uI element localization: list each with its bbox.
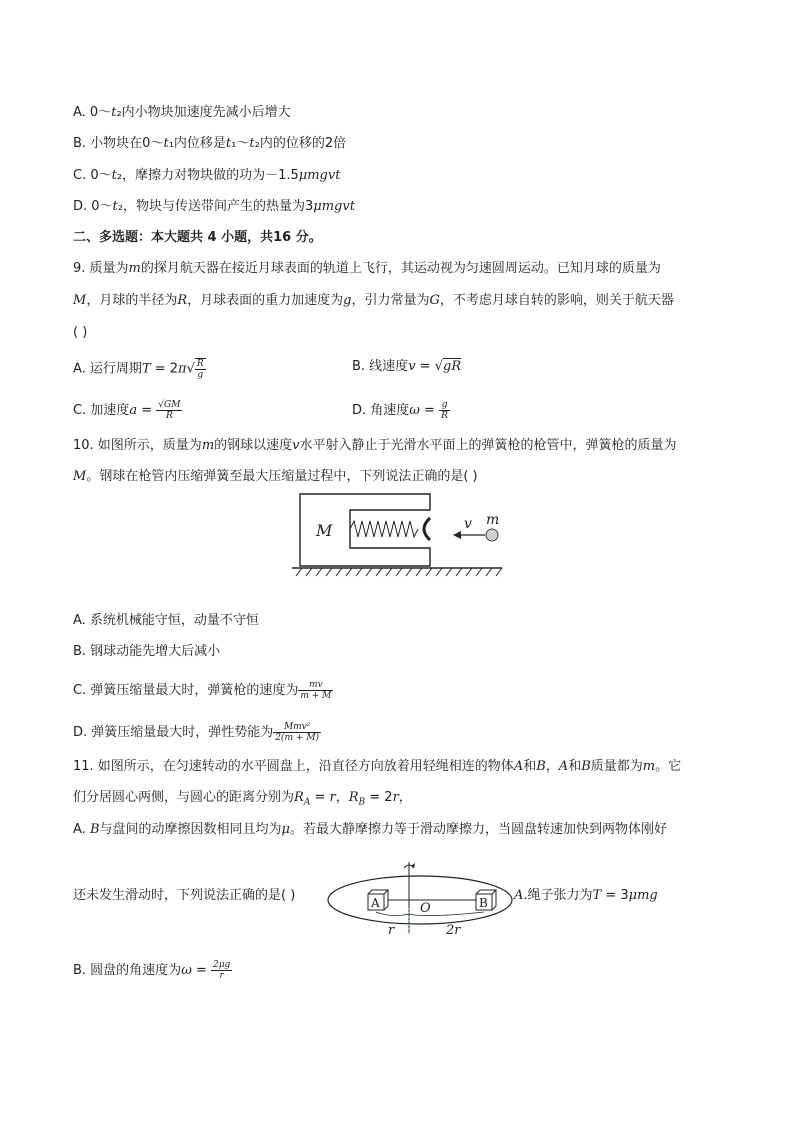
section-header: 二、多选题：本大题共 4 小题，共16 分。 (73, 230, 322, 245)
q8-option-d: D. 0～t₂，物块与传送带间产生的热量为3μmgvt (73, 199, 355, 214)
q11-stem-line3: A. B与盘间的动摩擦因数相同且均为μ。若最大静摩擦力等于滑动摩擦力，当圆盘转速加快到两物体刚好 (73, 822, 667, 837)
label-block-b: B (479, 896, 488, 910)
block-b (476, 890, 496, 910)
q8-option-b: B. 小物块在0～t₁内位移是t₁～t₂内的位移的2倍 (73, 136, 347, 151)
q9-stem-line1: 9. 质量为m的探月航天器在接近月球表面的轨道上飞行，其运动视为匀速圆周运动。已知月球的质量为 (73, 261, 661, 276)
q9-option-b: B. 线速度v = √gR (352, 359, 462, 374)
q10-option-a: A. 系统机械能守恒，动量不守恒 (73, 613, 259, 628)
q11-stem-line1: 11. 如图所示，在匀速转动的水平圆盘上，沿直径方向放着用轻绳相连的物体A和B，A和B质量都为m。它 (73, 759, 682, 774)
q9-stem-line3: ( ) (73, 325, 88, 340)
q11-option-a: A.绳子张力为T = 3μmg (514, 888, 658, 903)
label-M: M (316, 521, 333, 540)
q9-stem-line2: M，月球的半径为R，月球表面的重力加速度为g，引力常量为G，不考虑月球自转的影响，则关于航天器 (73, 293, 674, 308)
label-v: v (464, 516, 472, 532)
q11-stem-line4: 还未发生滑动时，下列说法正确的是( ) (73, 888, 296, 903)
label-r: r (388, 923, 395, 938)
q8-option-c: C. 0～t₂，摩擦力对物块做的功为－1.5μmgvt (73, 168, 341, 183)
q10-stem-line1: 10. 如图所示，质量为m的钢球以速度v水平射入静止于光滑水平面上的弹簧枪的枪管中，弹簧枪的质量为 (73, 438, 677, 453)
q10-option-c: C. 弹簧压缩量最大时，弹簧枪的速度为 $\frac{mv}{m + M}$ (73, 680, 332, 701)
q9-option-c: C. 加速度a = $\frac{√GM}{R}$ (73, 400, 181, 421)
q11-stem-line2: 们分居圆心两侧，与圆心的距离分别为$R_A = r$，$R_B = 2r$， (73, 790, 412, 808)
block-a (368, 890, 388, 910)
q9-option-d: D. 角速度ω = $\frac{g}{R}$ (352, 400, 448, 421)
q8-option-a: A. 0～t₂内小物块加速度先减小后增大 (73, 105, 291, 120)
spring-gun-figure (290, 490, 510, 580)
label-2r: 2r (446, 923, 461, 938)
label-o: O (420, 901, 431, 916)
q10-option-b: B. 钢球动能先增大后减小 (73, 644, 221, 659)
q11-option-b: B. 圆盘的角速度为ω = $\frac{2\mu g}{r}$ (73, 960, 231, 981)
label-block-a: A (371, 896, 380, 910)
disk-figure (320, 858, 520, 938)
q10-stem-line2: M。钢球在枪管内压缩弹簧至最大压缩量过程中，下列说法正确的是( ) (73, 469, 478, 484)
q9-option-a: A. 运行周期T = 2π√ $\frac{R}{g}$ (73, 359, 204, 380)
label-m: m (486, 512, 500, 528)
q10-option-d: D. 弹簧压缩量最大时，弹性势能为 $\frac{\text{Mmv²}}{2(m + M)}$ (73, 722, 320, 743)
